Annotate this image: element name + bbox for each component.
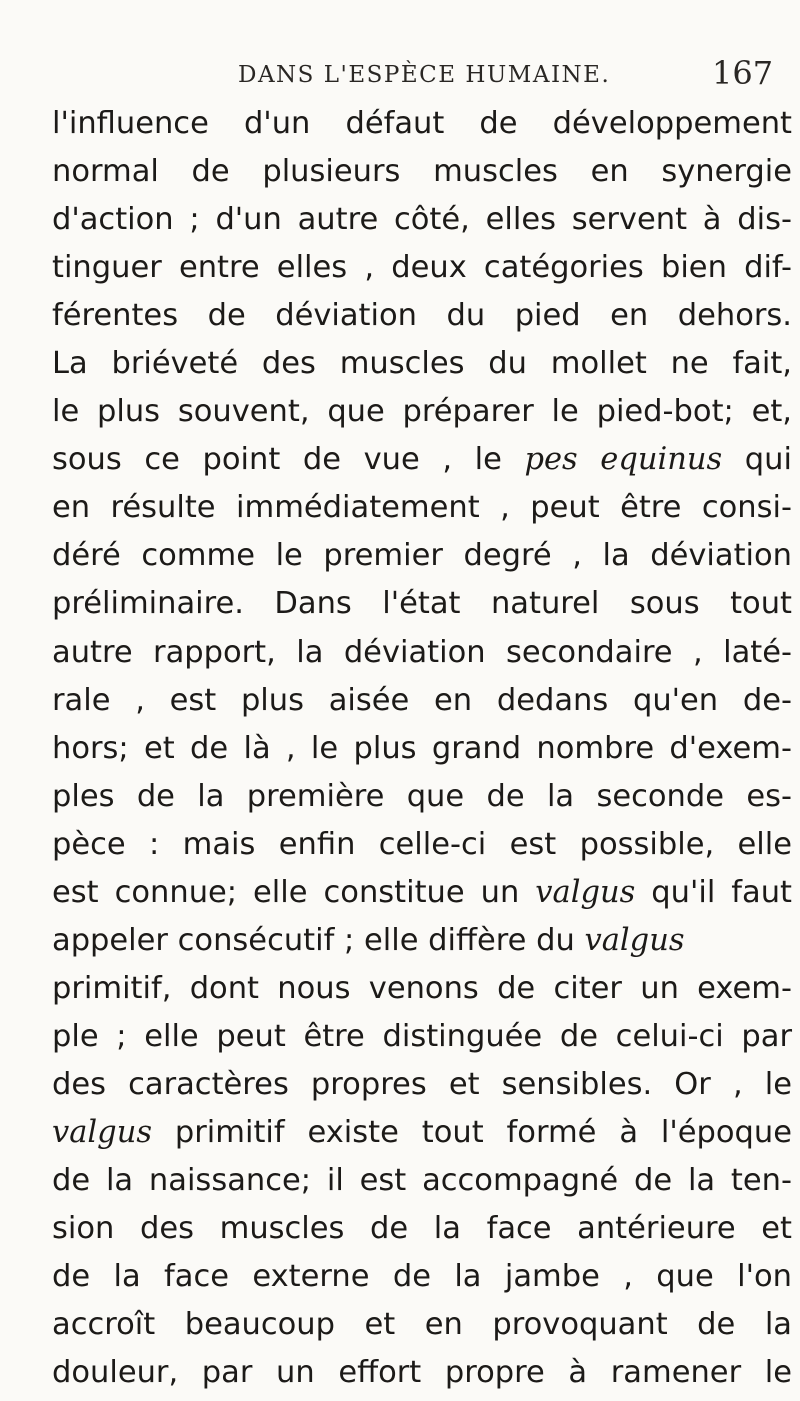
text-line: en résulte immédiatement , peut être consi-: [52, 490, 792, 526]
text-line: pèce : mais enfin celle-ci est possible, elle: [52, 826, 792, 862]
text-segment: primitif existe tout formé à l'époque: [152, 1114, 792, 1150]
text-line: tinguer entre elles , deux catégories bien dif-: [52, 250, 792, 286]
text-line: ple ; elle peut être distinguée de celui-ci par: [52, 1018, 792, 1054]
italic-term: valgus: [584, 922, 685, 958]
running-head: DANS L'ESPÈCE HUMAINE.: [238, 62, 611, 88]
text-line: hors; et de là , le plus grand nombre d'exem-: [52, 730, 792, 766]
text-line: de la face externe de la jambe , que l'on: [52, 1259, 792, 1295]
text-line: accroît beaucoup et en provoquant de la: [52, 1307, 792, 1343]
text-line: La briéveté des muscles du mollet ne fait,: [52, 346, 792, 382]
text-segment: qu'il faut: [635, 874, 792, 910]
text-line: [52, 1109, 792, 1157]
text-line: déré comme le premier degré , la déviation: [52, 538, 792, 574]
italic-term: pes equinus: [524, 442, 723, 478]
text-segment: appeler consécutif ; elle diffère du: [52, 922, 585, 958]
italic-term: valgus: [535, 874, 636, 910]
text-line: autre rapport, la déviation secondaire , laté-: [52, 634, 792, 670]
text-line: sion des muscles de la face antérieure et: [52, 1211, 792, 1247]
text-line: rale , est plus aisée en dedans qu'en de-: [52, 682, 792, 718]
text-line: le plus souvent, que préparer le pied-bot; et,: [52, 394, 792, 430]
text-line: de la naissance; il est accompagné de la ten-: [52, 1163, 792, 1199]
text-line: l'influence d'un défaut de développement: [52, 106, 792, 141]
text-line: [52, 869, 792, 917]
text-line: [52, 917, 792, 965]
text-line: d'action ; d'un autre côté, elles servent à dis-: [52, 202, 792, 238]
text-line: préliminaire. Dans l'état naturel sous tout: [52, 586, 792, 622]
text-line: douleur, par un effort propre à ramener le: [52, 1355, 792, 1391]
page-number: 167: [712, 54, 774, 92]
text-segment: est connue; elle constitue un: [52, 874, 536, 910]
text-line: primitif, dont nous venons de citer un exem-: [52, 970, 792, 1006]
text-line: [52, 436, 792, 484]
text-segment: qui: [722, 442, 792, 478]
text-line: ples de la première que de la seconde es-: [52, 778, 792, 814]
text-segment: sous ce point de vue , le: [52, 442, 525, 478]
text-line: férentes de déviation du pied en dehors.: [52, 298, 792, 334]
text-line: normal de plusieurs muscles en synergie: [52, 154, 792, 190]
body-text: [52, 100, 792, 1397]
italic-term: valgus: [52, 1114, 152, 1150]
text-line: des caractères propres et sensibles. Or , le: [52, 1066, 792, 1102]
